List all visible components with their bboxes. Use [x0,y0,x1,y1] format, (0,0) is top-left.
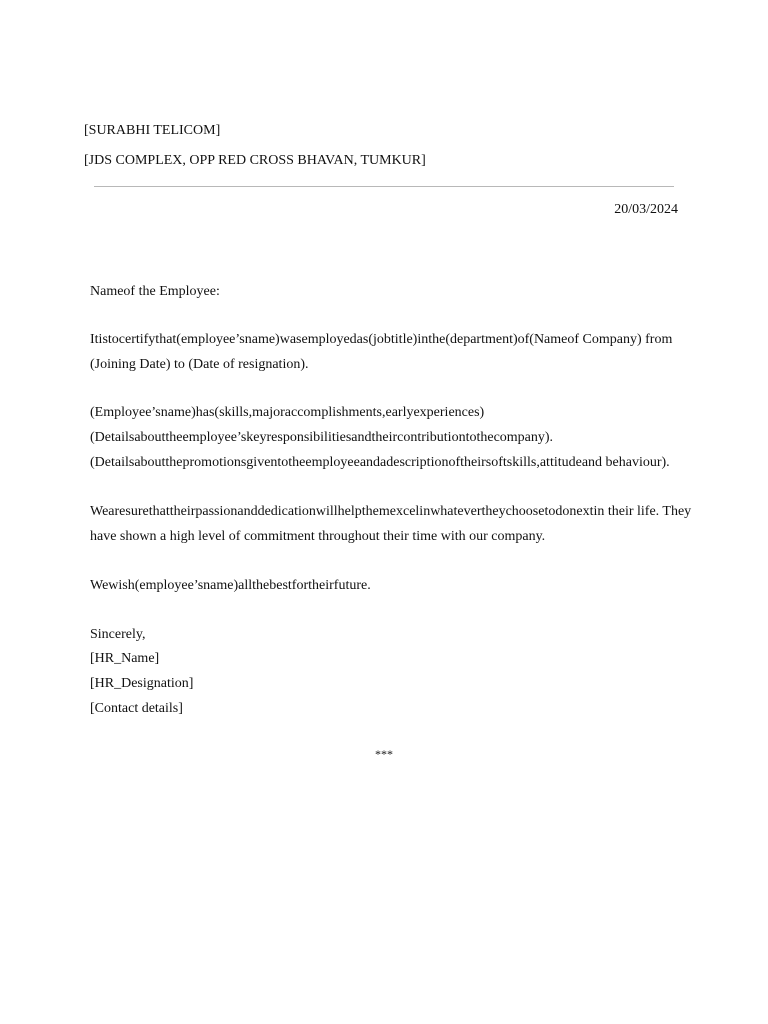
company-address: [JDS COMPLEX, OPP RED CROSS BHAVAN, TUMKUR] [84,153,426,168]
hr-name: [HR_Name] [90,651,160,666]
header-divider [94,186,674,187]
details-paragraph-line: (Detailsaboutthepromotionsgiventotheemployeeandadescriptionoftheirsoftskills,attitudeand behaviour). [90,455,670,470]
passion-paragraph-line: have shown a high level of commitment throughout their time with our company. [90,529,546,544]
wish-paragraph: Wewish(employee’sname)allthebestfortheirfuture. [90,578,371,593]
employee-name-label: Nameof the Employee: [90,284,220,299]
passion-paragraph-line: Wearesurethattheirpassionanddedicationwillhelpthemexcelinwhatevertheychoosetodonextin their life. They [90,504,692,519]
contact-details: [Contact details] [90,701,183,716]
details-paragraph-line: (Detailsabouttheemployee’skeyresponsibilitiesandtheircontributiontothecompany). [90,430,554,445]
sign-off: Sincerely, [90,627,146,642]
hr-designation: [HR_Designation] [90,676,194,691]
company-name: [SURABHI TELICOM] [84,123,221,138]
end-mark: *** [375,747,393,761]
certify-paragraph-line: Itistocertifythat(employee’sname)wasemployedas(jobtitle)inthe(department)of(Nameof Company) from [90,332,673,347]
details-paragraph-line: (Employee’sname)has(skills,majoraccomplishments,earlyexperiences) [90,405,485,420]
letter-date: 20/03/2024 [614,202,678,217]
certify-paragraph-line: (Joining Date) to (Date of resignation). [90,357,309,372]
